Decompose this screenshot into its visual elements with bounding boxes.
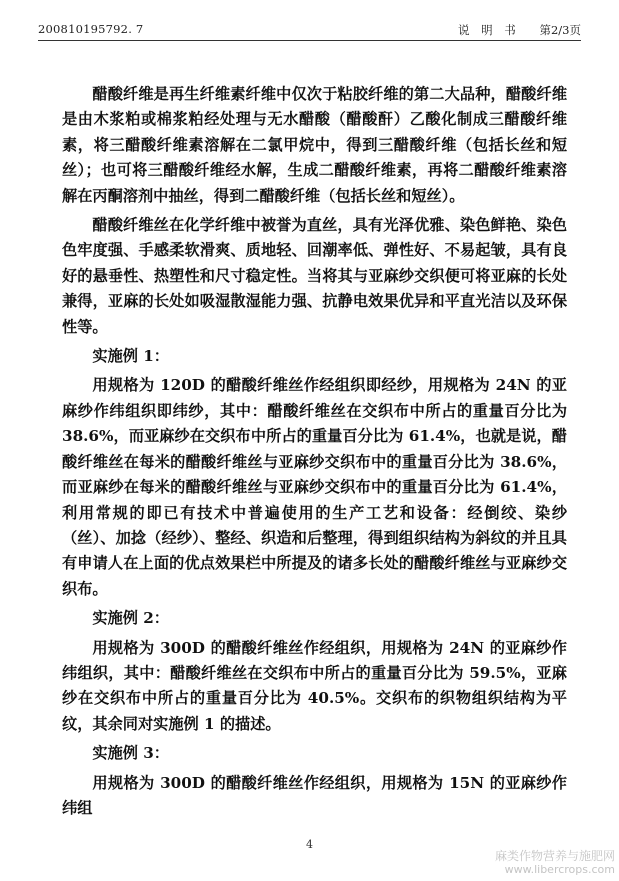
paragraph-acetate-properties: 醋酸纤维丝在化学纤维中被誉为直丝，具有光泽优雅、染色鲜艳、染色色牢度强、手感柔软滑爽、质地轻、回潮率低、弹性好、不易起皱，具有良好的悬垂性、热塑性和尺寸稳定性。当将其与亚麻纱交织便可将亚麻的长处兼得，亚麻的长处如吸湿散湿能力强、抗静电效果优异和平直光洁以及环保性等。 bbox=[62, 216, 567, 336]
example-3-text: 用规格为 300D 的醋酸纤维丝作经组织，用规格为 15N 的亚麻纱作纬组 bbox=[62, 773, 567, 817]
example-1-title: 实施例 1： bbox=[92, 347, 169, 366]
page-header bbox=[38, 14, 581, 40]
example-2-title: 实施例 2： bbox=[92, 609, 169, 628]
page-number: 4 bbox=[306, 838, 313, 851]
watermark-url: www.libercrops.com bbox=[504, 863, 615, 876]
watermark-text: 麻类作物营养与施肥网 bbox=[494, 849, 615, 863]
application-number: 200810195792. 7 bbox=[38, 22, 144, 36]
example-3-title: 实施例 3： bbox=[92, 744, 169, 763]
page-info: 第2/3页 bbox=[539, 23, 581, 37]
watermark bbox=[495, 849, 615, 877]
example-2-text: 用规格为 300D 的醋酸纤维丝作经组织，用规格为 24N 的亚麻纱作纬组织，其中：醋酸纤维丝在交织布中所占的重量百分比为 59.5%，亚麻纱在交织布中所占的重量百分比为 40.5%。交织布的织物组织结构为平纹，其余同对实施例 1 的描述。 bbox=[62, 638, 567, 733]
header-divider bbox=[38, 40, 581, 41]
document-body bbox=[62, 82, 567, 821]
document-type: 说 明 书 bbox=[458, 23, 520, 37]
paragraph-acetate-fiber: 醋酸纤维是再生纤维素纤维中仅次于粘胶纤维的第二大品种，醋酸纤维是由木浆粕或棉浆粕经处理与无水醋酸（醋酸酐）乙酸化制成三醋酸纤维素，将三醋酸纤维素溶解在二氯甲烷中，得到三醋酸纤维（包括长丝和短丝）；也可将三醋酸纤维经水解，生成二醋酸纤维素，再将二醋酸纤维素溶解在丙酮溶剂中抽丝，得到二醋酸纤维（包括长丝和短丝）。 bbox=[62, 85, 567, 205]
example-1-text: 用规格为 120D 的醋酸纤维丝作经组织即经纱，用规格为 24N 的亚麻纱作纬组织即纬纱，其中：醋酸纤维丝在交织布中所占的重量百分比为 38.6%，而亚麻纱在交织布中所占的重量百分比为 61.4%，也就是说，醋酸纤维丝在每米的醋酸纤维丝与亚麻纱交织布中的重量百分比为 38.6%，而亚麻纱在每米的醋酸纤维丝与亚麻纱交织布中的重量百分比为 61.4%，利用常规的即已有技术中普遍使用的生产工艺和设备：经倒绞、染纱（丝）、加捻（经纱）、整经、织造和后整理，得到组织结构为斜纹的并且具有申请人在上面的优点效果栏中所提及的诸多长处的醋酸纤维丝与亚麻纱交织布。 bbox=[62, 376, 567, 598]
